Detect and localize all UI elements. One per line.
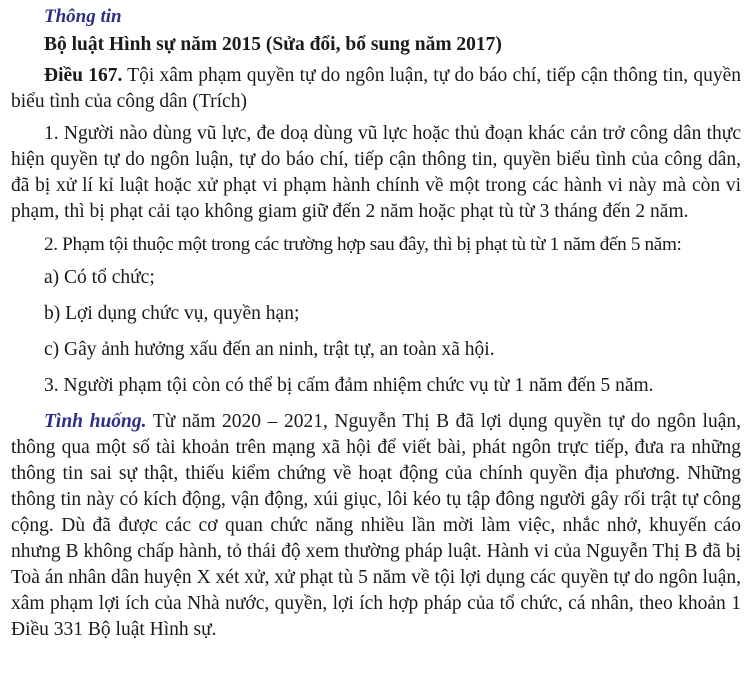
scenario-paragraph (11, 409, 741, 643)
article-heading (11, 63, 741, 115)
article-title: Tội xâm phạm quyền tự do ngôn luận, tự do báo chí, tiếp cận thông tin, quyền biểu tình của công dân (Trích) (11, 65, 742, 112)
law-title: Bộ luật Hình sự năm 2015 (Sửa đổi, bổ sung năm 2017) (44, 34, 502, 55)
clause-3: 3. Người phạm tội còn có thể bị cấm đảm nhiệm chức vụ từ 1 năm đến 5 năm. (44, 375, 654, 396)
clause-2-item-c: c) Gây ảnh hưởng xấu đến an ninh, trật tự, an toàn xã hội. (44, 339, 495, 360)
section-label: Thông tin (44, 6, 122, 27)
clause-1: 1. Người nào dùng vũ lực, đe doạ dùng vũ lực hoặc thủ đoạn khác cản trở công dân thực hiện quyền tự do ngôn luận, tự do báo chí, tiếp cận thông tin, quyền biểu tình của công dân, đã bị xử lí kỉ luật hoặc xử phạt vi phạm hành chính về một trong các hành vi này mà còn vi phạm, thì bị phạt cải tạo không giam giữ đến 2 năm hoặc phạt tù từ 3 tháng đến 2 năm. (11, 123, 741, 222)
scenario-text: Từ năm 2020 – 2021, Nguyễn Thị B đã lợi dụng quyền tự do ngôn luận, thông qua một số tài khoản trên mạng xã hội để viết bài, phát ngôn trực tiếp, đưa ra những thông tin sai sự thật, thiếu kiểm chứng về hoạt động của chính quyền địa phương. Những thông tin này có kích động, vận động, xúi giục, lôi kéo tụ tập đông người gây rối trật tự công cộng. Dù đã được các cơ quan chức năng nhiều lần mời làm việc, nhắc nhở, khuyến cáo nhưng B không chấp hành, tỏ thái độ xem thường pháp luật. Hành vi của Nguyễn Thị B đã bị Toà án nhân dân huyện X xét xử, xử phạt tù 5 năm về tội lợi dụng các quyền tự do ngôn luận, xâm phạm lợi ích của Nhà nước, quyền, lợi ích hợp pháp của tổ chức, cá nhân, theo khoản 1 Điều 331 Bộ luật Hình sự. (11, 411, 741, 640)
clause-2-item-a: a) Có tổ chức; (44, 267, 155, 288)
scenario-label: Tình huống. (44, 411, 147, 432)
clause-2-item-b: b) Lợi dụng chức vụ, quyền hạn; (44, 303, 300, 324)
clause-2: 2. Phạm tội thuộc một trong các trường hợp sau đây, thì bị phạt tù từ 1 năm đến 5 năm: (44, 234, 682, 255)
article-number: Điều 167. (44, 65, 123, 86)
